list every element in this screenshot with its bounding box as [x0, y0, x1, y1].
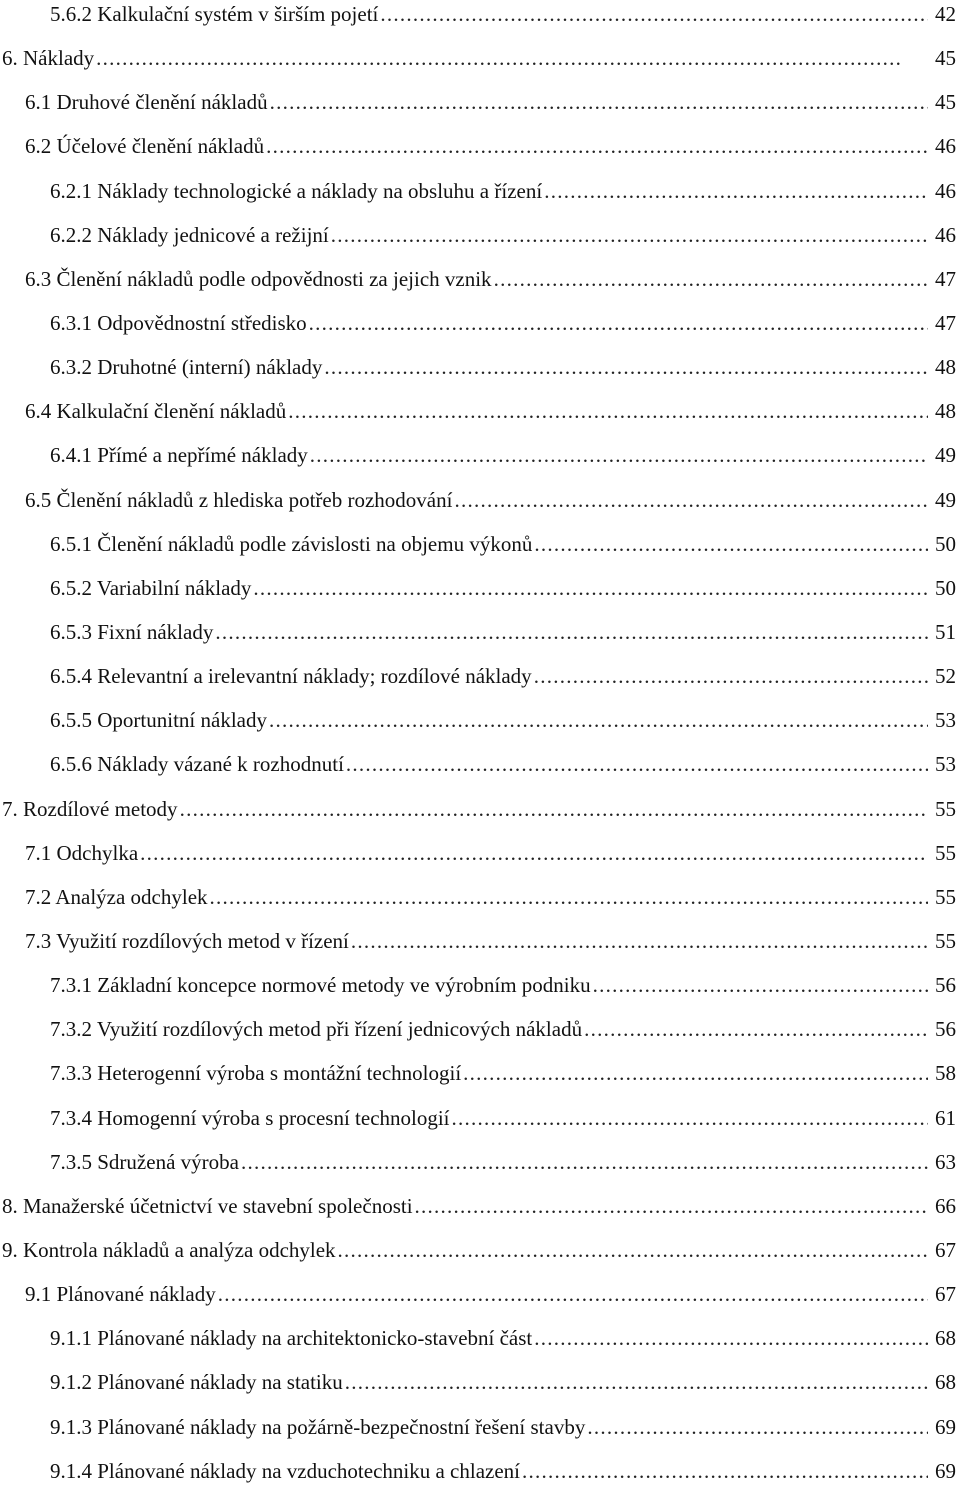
dot-leader — [331, 223, 928, 247]
dot-leader — [463, 1061, 928, 1085]
toc-entry-number: 6.5.3 — [50, 619, 92, 644]
toc-entry-number: 6.3.2 — [50, 355, 92, 380]
toc-entry-page-number: 67 — [935, 1237, 956, 1262]
toc-entry-number: 9.1.1 — [50, 1326, 92, 1351]
toc-entry-page-number: 68 — [935, 1326, 956, 1351]
toc-entry-page-number: 68 — [935, 1370, 956, 1395]
toc-entry-number: 9.1.4 — [50, 1458, 92, 1483]
toc-entry-number: 7.2 — [25, 884, 52, 909]
toc-entry-label: Oportunitní náklady — [97, 708, 267, 733]
toc-entry-page-number: 66 — [935, 1193, 956, 1218]
toc-entry-number: 6.3 — [25, 266, 52, 291]
toc-entry-number: 7.3.2 — [50, 1017, 92, 1042]
toc-entry[interactable] — [0, 708, 960, 752]
toc-entry-label: Plánované náklady na vzduchotechniku a chlazení — [97, 1458, 520, 1483]
dot-leader — [534, 1326, 928, 1350]
toc-entry-title — [50, 708, 267, 732]
toc-entry-title — [50, 443, 308, 467]
dot-leader — [593, 973, 928, 997]
toc-entry-number: 7.1 — [25, 840, 52, 865]
toc-entry-title — [50, 1061, 461, 1085]
toc-entry[interactable] — [0, 1326, 960, 1370]
toc-entry-title — [50, 1017, 582, 1041]
toc-entry-label: Členění nákladů podle závislosti na objemu výkonů — [97, 531, 533, 556]
toc-entry-label: Odpovědnostní středisko — [97, 310, 307, 335]
toc-entry-number: 6.5 — [25, 487, 52, 512]
toc-entry[interactable] — [0, 1150, 960, 1194]
toc-entry-page-number: 56 — [935, 1017, 956, 1042]
toc-entry[interactable] — [0, 223, 960, 267]
toc-entry-page-number: 56 — [935, 973, 956, 998]
toc-entry-label: Odchylka — [56, 840, 139, 865]
toc-entry-title — [50, 1459, 520, 1483]
toc-entry-page-number: 53 — [935, 708, 956, 733]
dot-leader — [415, 1194, 928, 1218]
toc-entry[interactable] — [0, 841, 960, 885]
toc-entry-title — [50, 973, 591, 997]
toc-entry-label: Náklady jednicové a režijní — [97, 222, 329, 247]
dot-leader — [218, 1282, 928, 1306]
toc-entry-number: 6.5.4 — [50, 664, 92, 689]
dot-leader — [288, 399, 928, 423]
toc-entry-page-number: 63 — [935, 1149, 956, 1174]
toc-entry[interactable] — [0, 1194, 960, 1238]
toc-entry-number: 9.1 — [25, 1282, 52, 1307]
toc-entry-title — [2, 1194, 413, 1218]
dot-leader — [310, 443, 928, 467]
dot-leader — [309, 311, 928, 335]
toc-entry-label: Fixní náklady — [97, 619, 214, 644]
toc-entry-number: 6.5.1 — [50, 531, 92, 556]
toc-entry-title — [2, 46, 94, 70]
dot-leader — [266, 134, 928, 158]
dot-leader — [269, 708, 928, 732]
toc-entry[interactable] — [0, 1370, 960, 1414]
toc-entry-title — [25, 90, 268, 114]
toc-entry-page-number: 49 — [935, 443, 956, 468]
toc-entry-page-number: 55 — [935, 796, 956, 821]
toc-entry-title — [25, 885, 208, 909]
toc-entry-label: Využití rozdílových metod při řízení jednicových nákladů — [96, 1017, 583, 1042]
toc-entry[interactable] — [0, 443, 960, 487]
toc-entry[interactable] — [0, 179, 960, 223]
dot-leader — [140, 841, 928, 865]
toc-entry[interactable] — [0, 2, 960, 46]
dot-leader — [338, 1238, 928, 1262]
toc-entry-page-number: 52 — [935, 664, 956, 689]
dot-leader — [270, 90, 928, 114]
toc-entry[interactable] — [0, 576, 960, 620]
toc-entry-label: Plánované náklady na statiku — [97, 1370, 343, 1395]
toc-entry-label: Plánované náklady na architektonicko-stavební část — [97, 1326, 533, 1351]
toc-entry-number: 6.5.2 — [50, 575, 92, 600]
toc-entry-title — [50, 2, 378, 26]
toc-entry-label: Manažerské účetnictví ve stavební společnosti — [23, 1193, 413, 1218]
toc-entry-title — [2, 797, 178, 821]
toc-entry-title — [2, 1238, 336, 1262]
toc-entry-number: 9. — [2, 1237, 18, 1262]
toc-entry-title — [25, 488, 452, 512]
toc-entry-label: Variabilní náklady — [96, 575, 252, 600]
toc-entry-title — [25, 841, 138, 865]
toc-entry[interactable] — [0, 620, 960, 664]
toc-entry[interactable] — [0, 488, 960, 532]
toc-entry[interactable] — [0, 1238, 960, 1282]
toc-entry-number: 6.4 — [25, 399, 52, 424]
toc-entry-number: 7.3.1 — [50, 973, 92, 998]
toc-entry[interactable] — [0, 46, 960, 90]
toc-entry-label: Heterogenní výroba s montážní technologií — [97, 1061, 462, 1086]
toc-entry-label: Sdružená výroba — [97, 1149, 239, 1174]
toc-entry-number: 5.6.2 — [50, 2, 92, 26]
toc-entry-number: 6.1 — [25, 90, 52, 115]
toc-entry[interactable] — [0, 1415, 960, 1459]
toc-entry-number: 6.2 — [25, 134, 52, 159]
toc-entry-page-number: 47 — [935, 266, 956, 291]
toc-entry-label: Druhové členění nákladů — [56, 90, 268, 115]
toc-entry-number: 7.3.3 — [50, 1061, 92, 1086]
toc-entry-title — [50, 576, 251, 600]
toc-entry-title — [25, 267, 492, 291]
toc-entry-number: 6.3.1 — [50, 310, 92, 335]
dot-leader — [345, 1370, 928, 1394]
dot-leader — [534, 532, 928, 556]
dot-leader — [346, 752, 928, 776]
toc-entry-title — [50, 1326, 532, 1350]
toc-entry-page-number: 48 — [935, 355, 956, 380]
toc-entry[interactable] — [0, 929, 960, 973]
toc-entry-page-number: 46 — [935, 134, 956, 159]
toc-entry-number: 6.5.5 — [50, 708, 92, 733]
toc-entry-title — [50, 179, 542, 203]
toc-entry-number: 6.4.1 — [50, 443, 92, 468]
toc-entry-title — [50, 355, 322, 379]
toc-entry-title — [50, 1415, 585, 1439]
toc-entry[interactable] — [0, 90, 960, 134]
toc-entry-page-number: 49 — [935, 487, 956, 512]
toc-entry-number: 7. — [2, 796, 18, 821]
toc-entry[interactable] — [0, 1106, 960, 1150]
toc-entry-page-number: 53 — [935, 752, 956, 777]
toc-entry-label: Kalkulační systém v širším pojetí — [97, 2, 379, 26]
toc-entry-title — [50, 1106, 450, 1130]
toc-entry[interactable] — [0, 532, 960, 576]
toc-entry-label: Plánované náklady na požárně-bezpečnostní řešení stavby — [97, 1414, 586, 1439]
toc-entry-page-number: 61 — [935, 1105, 956, 1130]
toc-entry-label: Základní koncepce normové metody ve výrobním podniku — [97, 973, 591, 998]
toc-entry[interactable] — [0, 311, 960, 355]
toc-entry[interactable] — [0, 1017, 960, 1061]
toc-entry-number: 6.5.6 — [50, 752, 92, 777]
toc-entry-label: Kontrola nákladů a analýza odchylek — [23, 1237, 336, 1262]
toc-entry-page-number: 69 — [935, 1458, 956, 1483]
dot-leader — [534, 664, 928, 688]
toc-entry-page-number: 51 — [935, 619, 956, 644]
toc-entry-page-number: 55 — [935, 884, 956, 909]
dot-leader — [494, 267, 928, 291]
toc-entry-page-number: 45 — [935, 90, 956, 115]
toc-entry[interactable] — [0, 399, 960, 443]
dot-leader — [452, 1106, 928, 1130]
toc-entry-label: Náklady vázané k rozhodnutí — [97, 752, 344, 777]
dot-leader — [241, 1150, 928, 1174]
toc-entry-title — [25, 1282, 216, 1306]
toc-entry-title — [50, 532, 532, 556]
dot-leader — [544, 179, 928, 203]
toc-entry-title — [50, 620, 213, 644]
dot-leader — [96, 46, 928, 70]
dot-leader — [587, 1415, 928, 1439]
dot-leader — [522, 1459, 928, 1483]
toc-entry-title — [50, 223, 329, 247]
toc-entry[interactable] — [0, 797, 960, 841]
toc-entry-title — [25, 929, 349, 953]
toc-entry-page-number: 42 — [935, 2, 956, 26]
toc-entry[interactable] — [0, 973, 960, 1017]
toc-entry-label: Náklady — [23, 46, 95, 71]
toc-entry[interactable] — [0, 1459, 960, 1503]
toc-entry-label: Analýza odchylek — [55, 884, 208, 909]
toc-entry-number: 7.3 — [25, 928, 52, 953]
toc-entry-label: Přímé a nepřímé náklady — [97, 443, 308, 468]
toc-entry-number: 9.1.2 — [50, 1370, 92, 1395]
toc-entry-number: 6.2.1 — [50, 178, 92, 203]
dot-leader — [210, 885, 928, 909]
toc-entry[interactable] — [0, 664, 960, 708]
toc-entry-title — [25, 399, 286, 423]
toc-entry-label: Členění nákladů z hlediska potřeb rozhodování — [56, 487, 453, 512]
dot-leader — [253, 576, 928, 600]
dot-leader — [215, 620, 928, 644]
toc-entry-page-number: 69 — [935, 1414, 956, 1439]
dot-leader — [380, 2, 928, 26]
toc-entry-page-number: 67 — [935, 1282, 956, 1307]
toc-entry-number: 7.3.4 — [50, 1105, 92, 1130]
toc-entry-number: 8. — [2, 1193, 18, 1218]
dot-leader — [324, 355, 928, 379]
toc-entry[interactable] — [0, 355, 960, 399]
toc-entry-label: Kalkulační členění nákladů — [56, 399, 287, 424]
dot-leader — [584, 1017, 928, 1041]
toc-entry[interactable] — [0, 885, 960, 929]
toc-entry-label: Relevantní a irelevantní náklady; rozdílové náklady — [97, 664, 532, 689]
toc-entry-page-number: 55 — [935, 840, 956, 865]
toc-entry-label: Rozdílové metody — [23, 796, 178, 821]
toc-entry-number: 7.3.5 — [50, 1149, 92, 1174]
dot-leader — [454, 488, 928, 512]
toc-entry[interactable] — [0, 267, 960, 311]
toc-entry-page-number: 48 — [935, 399, 956, 424]
toc-entry[interactable] — [0, 1061, 960, 1105]
toc-entry-page-number: 46 — [935, 222, 956, 247]
toc-entry[interactable] — [0, 134, 960, 178]
toc-entry-label: Účelové členění nákladů — [56, 134, 265, 159]
toc-entry-number: 9.1.3 — [50, 1414, 92, 1439]
toc-entry-page-number: 50 — [935, 531, 956, 556]
toc-entry-page-number: 50 — [935, 575, 956, 600]
toc-entry-page-number: 58 — [935, 1061, 956, 1086]
toc-entry-title — [50, 1150, 239, 1174]
toc-entry[interactable] — [0, 752, 960, 796]
dot-leader — [180, 797, 928, 821]
toc-entry-title — [50, 311, 307, 335]
toc-entry-label: Náklady technologické a náklady na obsluhu a řízení — [97, 178, 543, 203]
toc-entry-page-number: 47 — [935, 310, 956, 335]
toc-entry-label: Využití rozdílových metod v řízení — [56, 928, 349, 953]
dot-leader — [351, 929, 928, 953]
toc-entry-page-number: 55 — [935, 928, 956, 953]
toc-entry-number: 6. — [2, 46, 18, 71]
toc-entry-label: Homogenní výroba s procesní technologií — [97, 1105, 450, 1130]
toc-entry[interactable] — [0, 1282, 960, 1326]
toc-entry-page-number: 46 — [935, 178, 956, 203]
toc-entry-title — [25, 134, 264, 158]
toc-entry-label: Členění nákladů podle odpovědnosti za jejich vznik — [56, 266, 492, 291]
toc-entry-label: Plánované náklady — [56, 1282, 216, 1307]
toc-entry-number: 6.2.2 — [50, 222, 92, 247]
toc-entry-label: Druhotné (interní) náklady — [97, 355, 323, 380]
toc-entry-title — [50, 752, 344, 776]
toc-entry-title — [50, 1370, 343, 1394]
toc-entry-page-number: 45 — [935, 46, 956, 71]
toc-entry-title — [50, 664, 532, 688]
